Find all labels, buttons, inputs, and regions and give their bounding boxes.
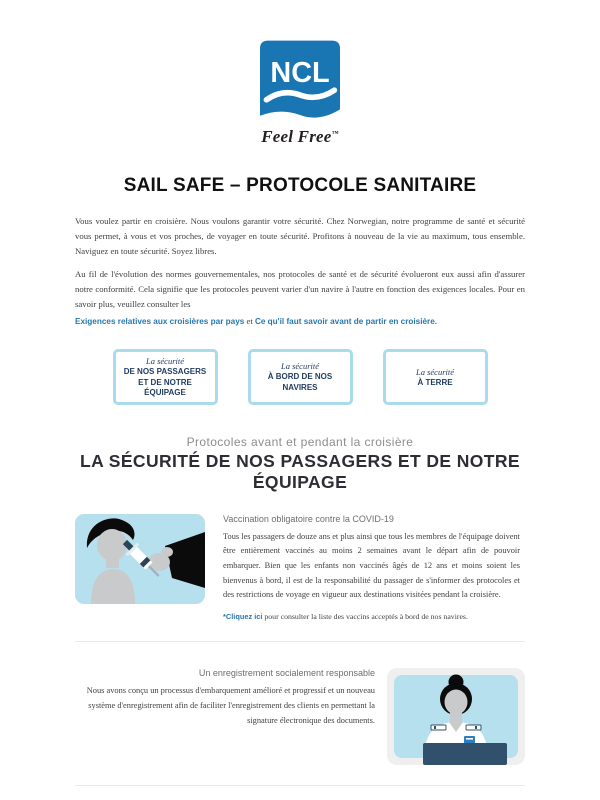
intro-paragraph-2: Au fil de l'évolution des normes gouvernementales, nos protocoles de santé et de sécurité évolueront eux aussi afin d'assurer notre conformité. Cela signifie que les protocoles peuvent varier d'un navire à l'autre en fonction des exigences locales. Pour en savoir plus, veuillez consulter les xyxy=(75,268,525,310)
cliquez-ici-link[interactable]: *Cliquez ici xyxy=(223,612,263,622)
registration-body: Nous avons conçu un processus d'embarquement amélioré et progressif et un nouveau système d'enregistrement afin de faciliter l'enregistrement des clients en permettant la signature électronique des documents. xyxy=(86,686,375,725)
tab-passengers-crew-safety[interactable] xyxy=(113,349,218,405)
note-rest: pour consulter la liste des vaccins acceptés à bord de nos navires. xyxy=(262,612,468,622)
ncl-wordmark: NCL xyxy=(270,57,330,90)
tab-onboard-ships-safety[interactable] xyxy=(248,349,353,405)
divider xyxy=(75,641,525,642)
section-eyebrow: Protocoles avant et pendant la croisière xyxy=(186,435,414,450)
vaccination-heading: Vaccination obligatoire contre la COVID-19 xyxy=(223,513,394,524)
section-heading-block xyxy=(75,435,525,491)
intro-paragraph-1: Vous voulez partir en croisière. Nous voulons garantir votre sécurité. Chez Norwegian, notre programme de santé et sécurité vous permet, à vous et vos proches, de voyager en toute sécurité. Profitons à nouveau de la vie au maximum, tous ensemble. Naviguez en toute sécurité. Soyez libres. xyxy=(75,216,525,257)
vaccination-body: Tous les passagers de douze ans et plus ainsi que tous les membres de l'équipage doivent être entièrement vaccinés au moins 2 semaines avant le départ afin de pouvoir embarquer. Bien que les enfants non vaccinés âgés de 12 ans et moins soient les bienvenus à bord, il est de la responsabilité du passager de s'informer des protocoles et des restrictions de voyage en vigueur aux destinations visitées pendant la croisière. xyxy=(223,531,521,600)
tab-prefix: La sécurité xyxy=(145,356,184,367)
registration-heading: Un enregistrement socialement responsable xyxy=(198,668,375,679)
check-in-desk-icon xyxy=(387,668,525,765)
know-before-you-go-link[interactable]: Ce qu'il faut savoir avant de partir en croisière. xyxy=(254,317,438,327)
link-separator: et xyxy=(246,316,253,327)
vaccination-section xyxy=(75,514,525,622)
intro-links-line xyxy=(75,314,525,329)
vaccination-note xyxy=(223,612,520,621)
tab-label: DE NOS PASSAGERS ET DE NOTRE ÉQUIPAGE xyxy=(123,367,207,398)
vaccination-illustration xyxy=(75,514,205,604)
section-title: LA SÉCURITÉ DE NOS PASSAGERS ET DE NOTRE ÉQUIPAGE xyxy=(80,451,520,492)
tab-ashore-safety[interactable] xyxy=(383,349,488,405)
intro-section xyxy=(75,214,525,329)
divider xyxy=(75,785,525,786)
vaccine-icon xyxy=(75,514,205,604)
country-requirements-link[interactable]: Exigences relatives aux croisières par pays xyxy=(75,317,245,327)
check-in-illustration xyxy=(387,668,525,765)
security-tabs xyxy=(75,349,525,405)
feel-free-tagline: Feel Free™ xyxy=(261,127,339,146)
registration-section xyxy=(75,668,525,765)
ncl-logo-icon xyxy=(260,40,340,126)
brand-header xyxy=(0,0,600,147)
tab-prefix: La sécurité xyxy=(415,366,454,377)
tab-label: À BORD DE NOS NAVIRES xyxy=(267,372,333,392)
tab-label: À TERRE xyxy=(417,377,453,387)
tab-prefix: La sécurité xyxy=(280,361,319,372)
page-title: SAIL SAFE – PROTOCOLE SANITAIRE xyxy=(123,175,477,196)
